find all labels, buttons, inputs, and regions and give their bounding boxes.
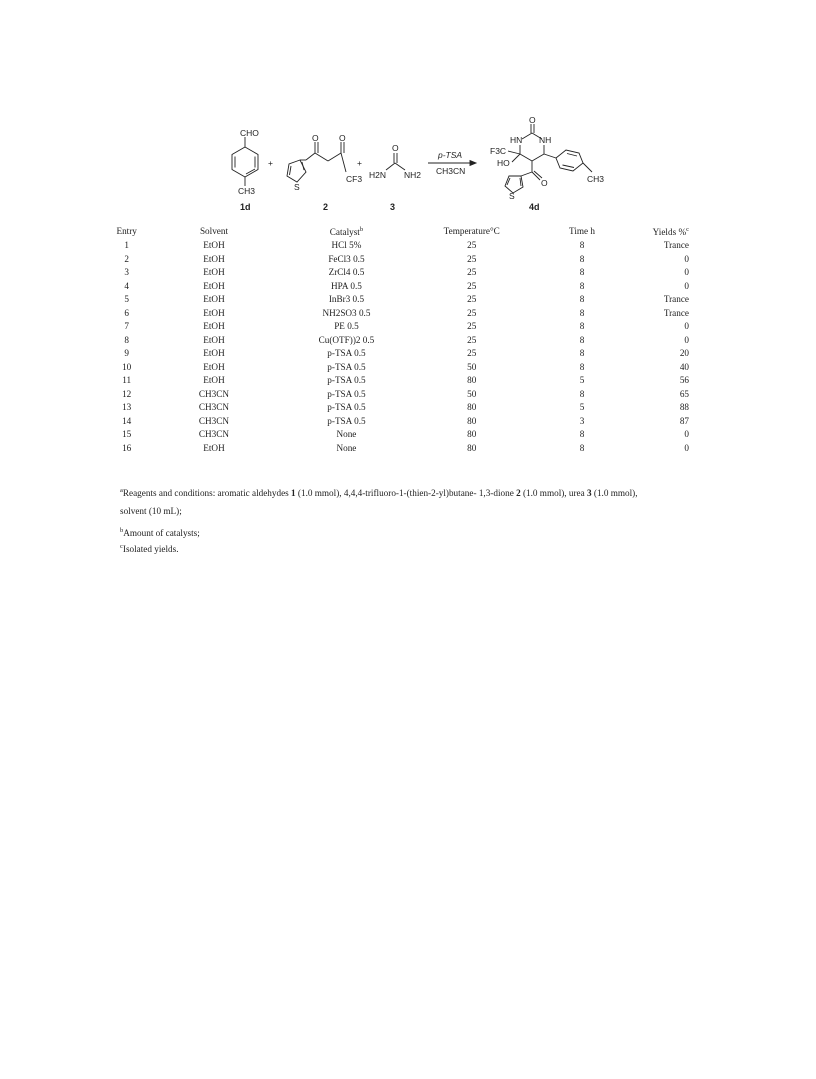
cell-entry: 16 (122, 442, 132, 453)
cell-temp: 80 (467, 429, 477, 440)
nh-label: NH (539, 135, 552, 145)
cell-time: 8 (579, 429, 585, 440)
cell-time: 5 (579, 402, 585, 413)
cell-temp: 80 (467, 442, 477, 453)
cell-yield: 87 (679, 415, 689, 426)
header-temperature: Temperature°C (443, 225, 500, 236)
table-row (107, 293, 707, 307)
table-row (107, 415, 707, 429)
cell-catalyst: Cu(OTF))2 0.5 (318, 334, 375, 345)
cell-entry: 15 (122, 429, 132, 440)
cell-yield: 20 (679, 348, 689, 359)
cell-yield: 65 (679, 388, 689, 399)
cell-time: 8 (579, 253, 585, 264)
plus-sign-2: + (357, 158, 362, 168)
plus-sign-1: + (268, 158, 273, 168)
cell-entry: 12 (122, 388, 132, 399)
ketone-o-label-2: O (339, 133, 346, 143)
product-ketone-o-label: O (541, 178, 548, 188)
cell-solvent: EtOH (203, 375, 225, 386)
cell-solvent: EtOH (203, 240, 225, 251)
cell-catalyst: None (336, 429, 357, 440)
cell-yield: 56 (679, 375, 689, 386)
cell-yield: 0 (684, 442, 689, 453)
cell-time: 8 (579, 240, 585, 251)
cell-yield: Trance (663, 240, 689, 251)
cell-temp: 25 (467, 334, 477, 345)
table-footnotes (120, 485, 760, 561)
cell-entry: 14 (122, 415, 132, 426)
table-row (107, 280, 707, 294)
h2n-label: H2N (369, 170, 387, 180)
table-row (107, 361, 707, 375)
cell-catalyst: p-TSA 0.5 (327, 388, 366, 399)
ho-label: HO (497, 158, 510, 168)
cell-time: 8 (579, 321, 585, 332)
reaction-arrow (428, 150, 476, 176)
cell-yield: 0 (684, 267, 689, 278)
cell-entry: 3 (124, 267, 129, 278)
cell-temp: 25 (467, 348, 477, 359)
cell-yield: 0 (684, 253, 689, 264)
cell-time: 3 (579, 415, 585, 426)
compound-label-3: 3 (390, 202, 396, 212)
cell-solvent: EtOH (203, 334, 225, 345)
cell-catalyst: p-TSA 0.5 (327, 348, 366, 359)
compound-4d-structure (490, 115, 604, 201)
optimization-table (107, 223, 707, 455)
table-row (107, 334, 707, 348)
table-row (107, 347, 707, 361)
ketone-o-label-1: O (312, 133, 319, 143)
cell-yield: 0 (684, 429, 689, 440)
cell-solvent: EtOH (203, 253, 225, 264)
table-row (107, 266, 707, 280)
cell-catalyst: HPA 0.5 (331, 280, 362, 291)
cell-yield: 0 (684, 334, 689, 345)
cell-catalyst: ZrCl4 0.5 (328, 267, 365, 278)
cell-entry: 8 (124, 334, 129, 345)
footnote-c: $^c$Isolated yields. (120, 543, 179, 555)
table-row (107, 253, 707, 267)
table-row (107, 307, 707, 321)
cell-catalyst: p-TSA 0.5 (327, 415, 366, 426)
cell-catalyst: HCl 5% (331, 240, 362, 251)
product-s-label: S (509, 191, 515, 201)
hn-label: HN (510, 135, 523, 145)
cell-temp: 25 (467, 307, 477, 318)
cell-temp: 25 (467, 267, 477, 278)
footnote-b: $^b$Amount of catalysts; (120, 527, 200, 539)
solvent-label: CH3CN (436, 166, 466, 176)
cell-solvent: CH3CN (198, 402, 230, 413)
cell-solvent: EtOH (203, 294, 225, 305)
cell-temp: 25 (467, 321, 477, 332)
cf3-label: CF3 (346, 174, 363, 184)
cell-time: 8 (579, 280, 585, 291)
footnote-a-continued: solvent (10 mL); (120, 506, 182, 517)
header-entry: Entry (116, 225, 137, 236)
compound-3-structure (369, 143, 421, 180)
table-row (107, 374, 707, 388)
cell-solvent: EtOH (203, 361, 225, 372)
table-row (107, 401, 707, 415)
cell-temp: 25 (467, 280, 477, 291)
cell-temp: 50 (467, 388, 477, 399)
compound-1d-structure (232, 128, 259, 196)
cell-time: 8 (579, 361, 585, 372)
product-o-label: O (529, 115, 536, 125)
compound-label-4d: 4d (529, 202, 540, 212)
cell-entry: 4 (124, 280, 129, 291)
cell-entry: 9 (124, 348, 129, 359)
cell-time: 5 (579, 375, 585, 386)
f3c-label: F3C (490, 146, 507, 156)
table-row (107, 320, 707, 334)
cell-solvent: CH3CN (198, 415, 230, 426)
cell-temp: 80 (467, 402, 477, 413)
cell-entry: 6 (124, 307, 129, 318)
reagent-label: p-TSA (438, 150, 463, 160)
table-header-row (107, 223, 707, 239)
cell-entry: 7 (124, 321, 129, 332)
cell-temp: 25 (467, 294, 477, 305)
cell-solvent: EtOH (203, 442, 225, 453)
cell-time: 8 (579, 442, 585, 453)
cell-entry: 5 (124, 294, 129, 305)
cell-catalyst: FeCl3 0.5 (328, 253, 365, 264)
header-solvent: Solvent (199, 225, 229, 236)
header-time: Time h (569, 225, 595, 236)
cell-temp: 50 (467, 361, 477, 372)
cell-catalyst: None (336, 442, 357, 453)
cell-yield: 0 (684, 280, 689, 291)
cell-solvent: EtOH (203, 321, 225, 332)
cell-time: 8 (579, 307, 585, 318)
header-yields: Yields %$^c$ (652, 226, 689, 238)
compound-label-1d: 1d (240, 202, 251, 212)
nh2-label: NH2 (404, 170, 422, 180)
cell-entry: 2 (124, 253, 129, 264)
table-row (107, 239, 707, 253)
cell-solvent: CH3CN (198, 388, 230, 399)
cell-catalyst: p-TSA 0.5 (327, 402, 366, 413)
cell-yield: 40 (679, 361, 689, 372)
cell-time: 8 (579, 267, 585, 278)
cell-catalyst: p-TSA 0.5 (327, 361, 366, 372)
table-row (107, 442, 707, 456)
cell-yield: 0 (684, 321, 689, 332)
cell-time: 8 (579, 294, 585, 305)
cell-solvent: EtOH (203, 348, 225, 359)
cell-solvent: EtOH (203, 280, 225, 291)
table-body (107, 239, 707, 455)
cell-yield: 88 (679, 402, 689, 413)
cell-catalyst: PE 0.5 (334, 321, 359, 332)
urea-o-label: O (392, 143, 399, 153)
thiophene-s-label: S (294, 182, 300, 192)
cell-entry: 13 (122, 402, 132, 413)
cell-entry: 11 (122, 375, 132, 386)
cho-label: CHO (240, 128, 259, 138)
cell-temp: 25 (467, 240, 477, 251)
cell-catalyst: p-TSA 0.5 (327, 375, 366, 386)
cell-time: 8 (579, 348, 585, 359)
cell-yield: Trance (663, 294, 689, 305)
ch3-label-4d: CH3 (587, 174, 605, 184)
reaction-scheme (0, 0, 816, 215)
header-catalyst: Catalyst$^b$ (329, 226, 364, 238)
table-row (107, 388, 707, 402)
cell-yield: Trance (663, 307, 689, 318)
ch3-label-1d: CH3 (238, 186, 256, 196)
compound-2-structure (287, 133, 362, 192)
cell-solvent: EtOH (203, 267, 225, 278)
cell-entry: 10 (122, 361, 132, 372)
cell-temp: 25 (467, 253, 477, 264)
table-row (107, 428, 707, 442)
cell-time: 8 (579, 388, 585, 399)
cell-solvent: EtOH (203, 307, 225, 318)
cell-temp: 80 (467, 415, 477, 426)
compound-label-2: 2 (323, 202, 329, 212)
cell-temp: 80 (467, 375, 477, 386)
footnote-a: $^a$Reagents and conditions: aromatic aldehydes 1 (1.0 mmol), 4,4,4-trifluoro-1-(thien-2-yl)butane- 1,3-dione 2 (1.0 mmol), urea 3 (1.0 mmol), (120, 487, 638, 499)
cell-catalyst: InBr3 0.5 (328, 294, 365, 305)
cell-solvent: CH3CN (198, 429, 230, 440)
cell-time: 8 (579, 334, 585, 345)
cell-entry: 1 (124, 240, 129, 251)
cell-catalyst: NH2SO3 0.5 (322, 307, 371, 318)
